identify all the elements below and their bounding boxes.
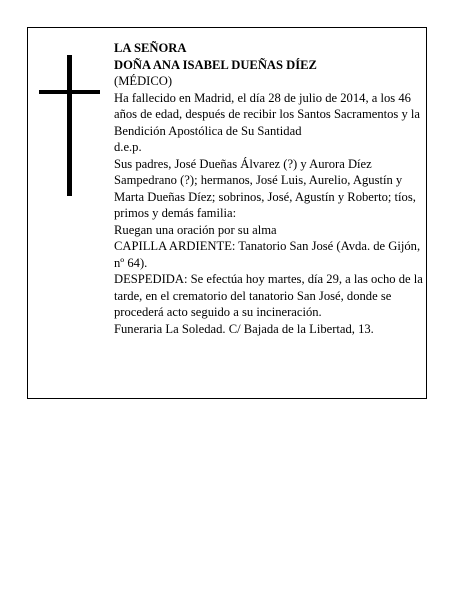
funeral-home: Funeraria La Soledad. C/ Bajada de la Libertad, 13. bbox=[114, 321, 374, 336]
cross-vertical-bar bbox=[67, 55, 72, 196]
notice-heading: LA SEÑORA bbox=[114, 41, 187, 55]
family-list: Sus padres, José Dueñas Álvarez (?) y Aurora Díez Sampedrano (?); hermanos, José Luis, Aurelio, Agustín y Marta Dueñas Díez; sobrinos, José, Agustín y Roberto; tíos, primos y demás familia: bbox=[114, 156, 416, 220]
deceased-profession: (MÉDICO) bbox=[114, 74, 173, 88]
chapel-info: CAPILLA ARDIENTE: Tanatorio San José (Avda. de Gijón, nº 64). bbox=[114, 239, 421, 270]
farewell-info: DESPEDIDA: Se efectúa hoy martes, día 29, a las ocho de la tarde, en el crematorio del tanatorio San José, donde se procederá acto seguido a su incineración. bbox=[114, 272, 423, 319]
deceased-name: DOÑA ANA ISABEL DUEÑAS DÍEZ bbox=[114, 57, 317, 72]
obituary-notice bbox=[27, 27, 427, 399]
prayer-request: Ruegan una oración por su alma bbox=[114, 222, 277, 237]
cross-horizontal-bar bbox=[39, 90, 100, 94]
rip-text: d.e.p. bbox=[114, 140, 142, 154]
death-announcement: Ha fallecido en Madrid, el día 28 de julio de 2014, a los 46 años de edad, después de recibir los Santos Sacramentos y la Bendición Apostólica de Su Santidad bbox=[114, 90, 421, 138]
notice-text bbox=[114, 40, 424, 337]
